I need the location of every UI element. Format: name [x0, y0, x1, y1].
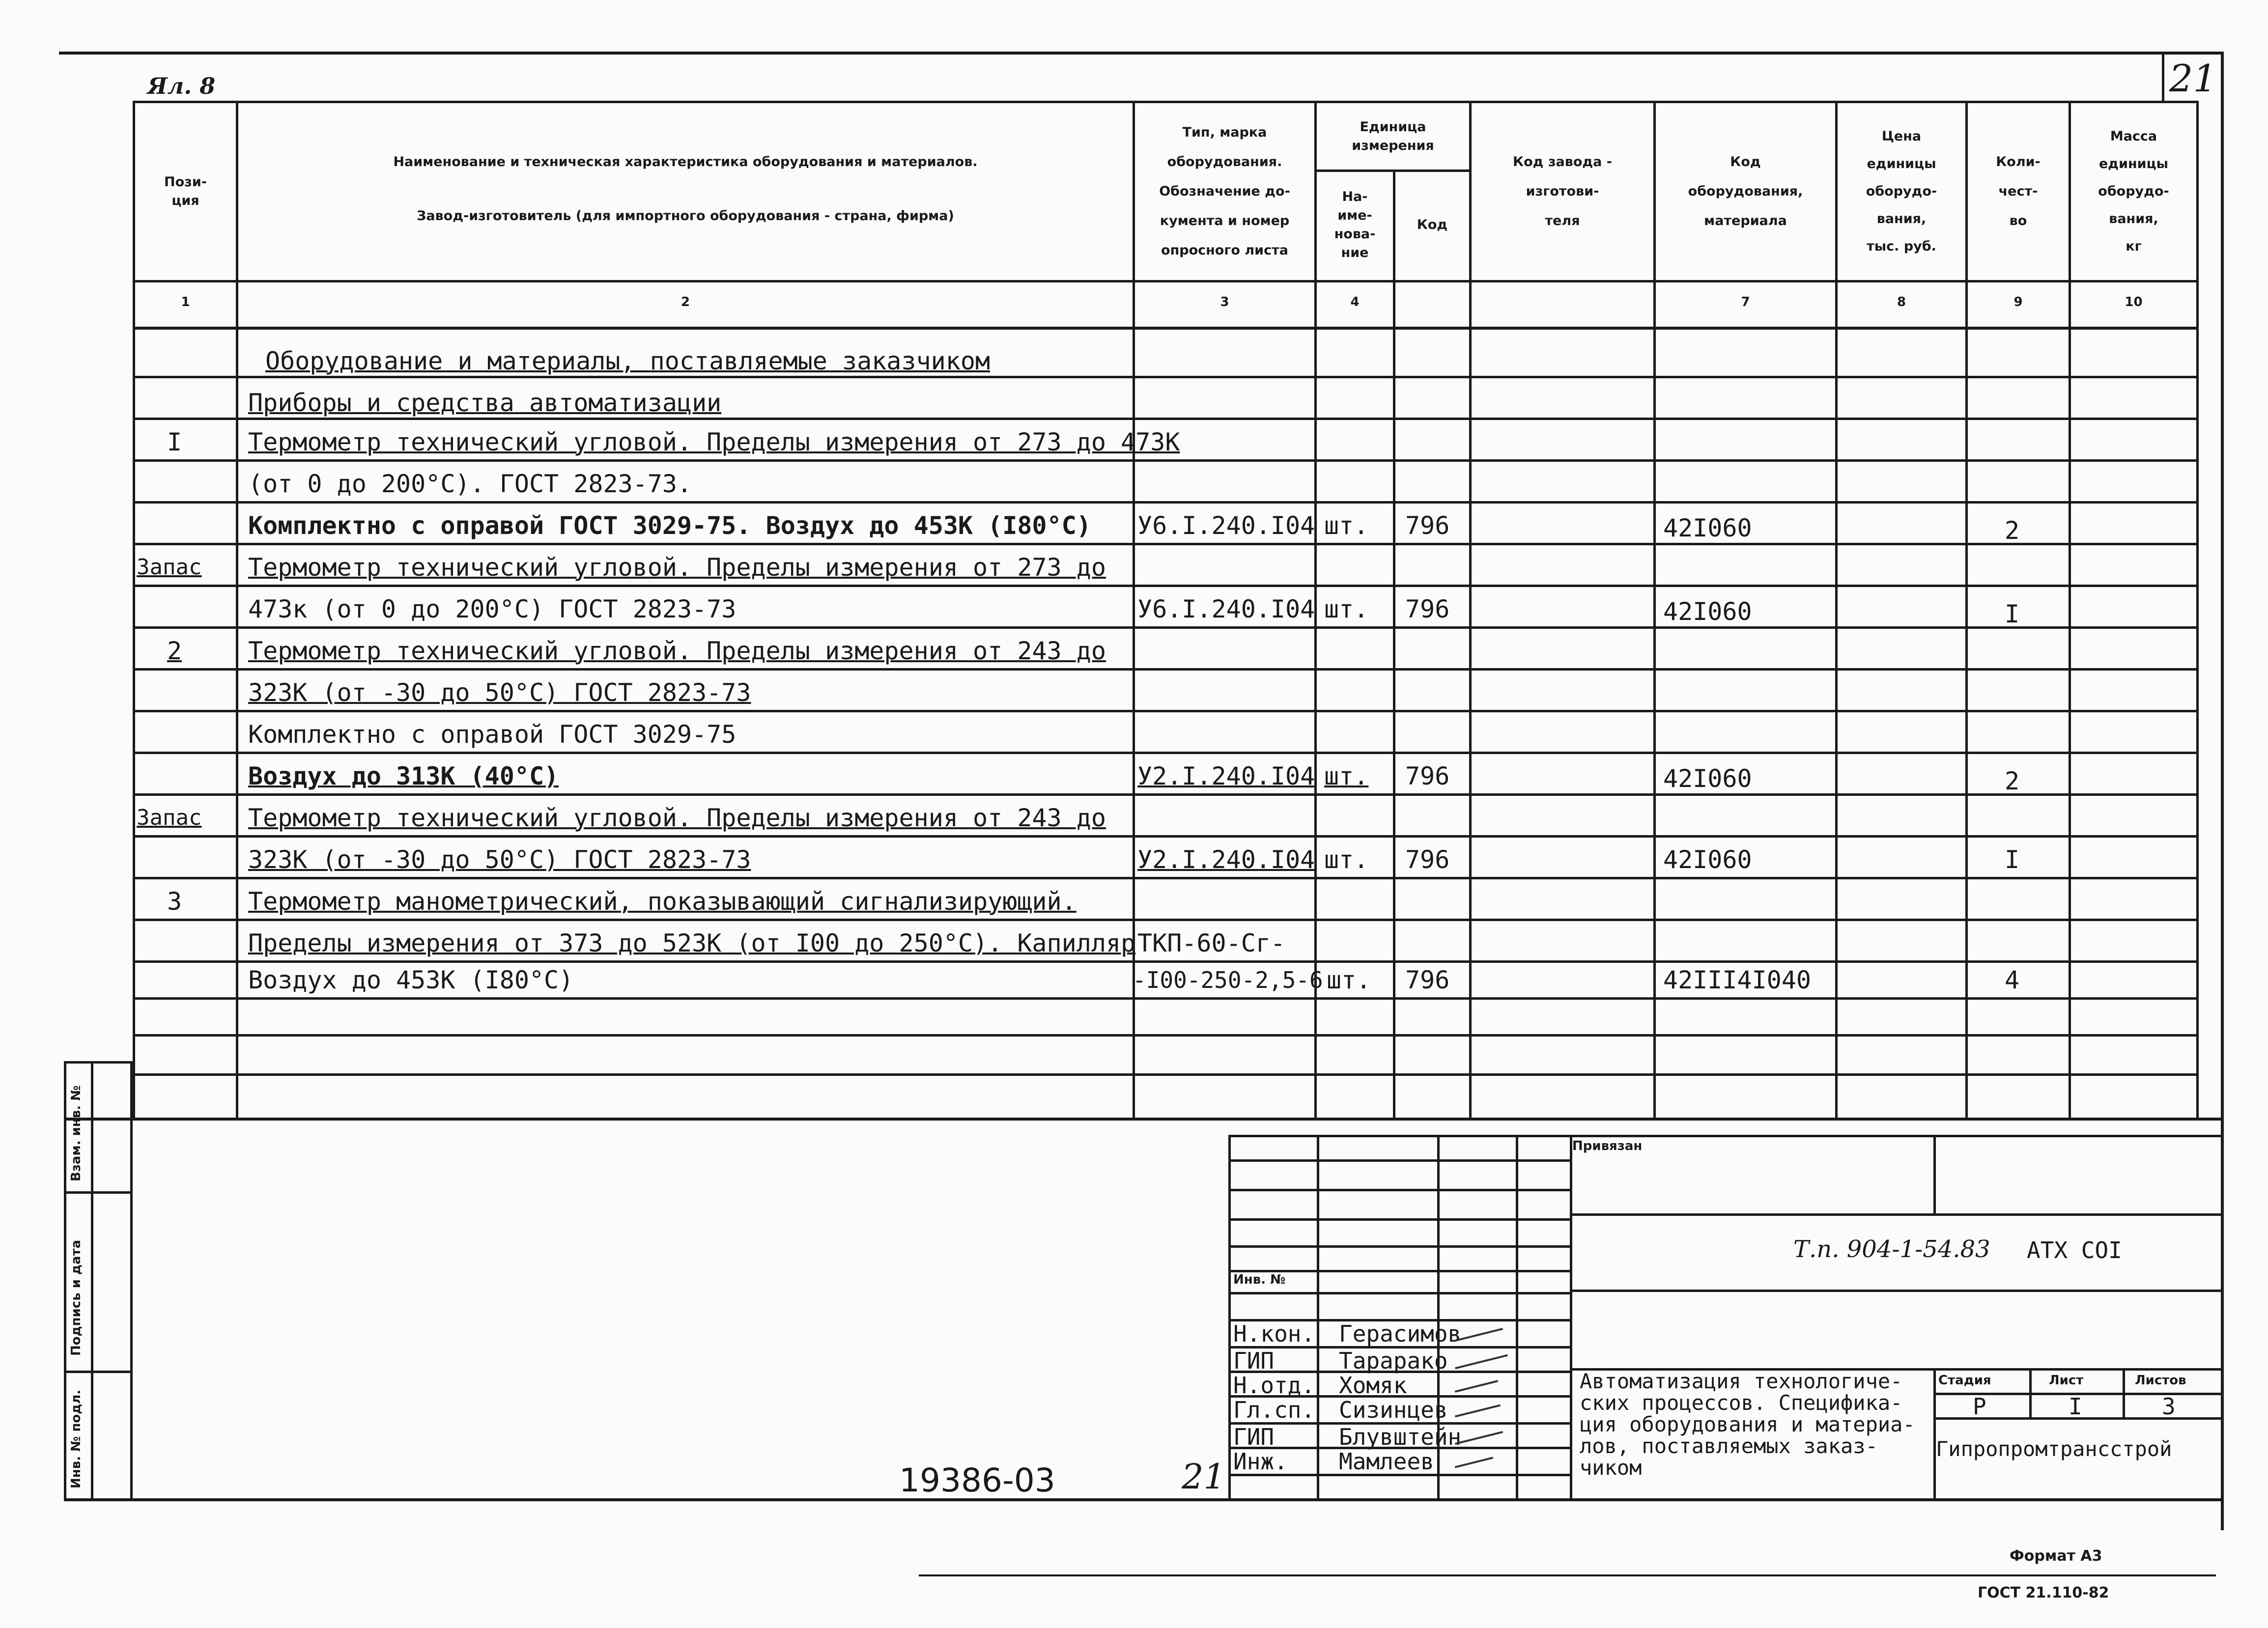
row-position: 2 — [167, 637, 182, 665]
row-name: Пределы измерения от 373 до 523К (от I00 до 250°С). Капилляр — [248, 929, 1136, 957]
stamp-row — [1228, 1245, 1570, 1248]
row-line — [133, 459, 2196, 462]
row-name: Термометр технический угловой. Пределы измерения от 243 до — [248, 637, 1106, 665]
side-label-podp: Подпись и дата — [69, 1239, 84, 1356]
col-num-2: 2 — [680, 295, 690, 309]
stamp-role: Инж. — [1233, 1448, 1288, 1475]
right-border-line — [2221, 52, 2224, 1530]
side-line — [64, 1371, 133, 1373]
row-name: Оборудование и материалы, поставляемые заказчиком — [265, 347, 991, 375]
row-name: 473к (от 0 до 200°С) ГОСТ 2823-73 — [248, 595, 737, 623]
row-name: Термометр технический угловой. Пределы измерения от 273 до — [248, 553, 1106, 582]
row-line — [133, 1073, 2196, 1076]
row-unit: шт. — [1324, 762, 1369, 790]
signature-mark — [1455, 1380, 1498, 1393]
row-name: Комплектно с оправой ГОСТ 3029-75 — [248, 720, 737, 749]
header-unit: Единица измерения — [1352, 119, 1434, 153]
stamp-row — [1570, 1213, 2221, 1216]
header-manufacturer-code: Код завода - изготови- теля — [1513, 154, 1612, 228]
row-material-code: 42I060 — [1663, 514, 1752, 542]
row-name: Воздух до 313К (40°С) — [248, 762, 559, 790]
row-line — [133, 997, 2196, 1000]
stamp-row — [1228, 1218, 1570, 1221]
row-unit: шт. — [1324, 845, 1369, 874]
stamp-name: Мамлеев — [1339, 1448, 1434, 1475]
stamp-sheet: I — [2069, 1393, 2082, 1420]
row-type: У2.I.240.I04 — [1137, 845, 1315, 874]
side-line — [64, 1061, 133, 1064]
side-label-vzam: Взам. инв. № — [69, 1085, 84, 1181]
row-line — [133, 919, 2196, 921]
row-line — [133, 543, 2196, 545]
header-manufacturer: Завод-изготовитель (для импортного оборудования - страна, фирма) — [417, 208, 954, 224]
table-top-line — [133, 101, 2196, 103]
frame-bottom-line — [64, 1498, 2221, 1501]
signature-mark — [1455, 1354, 1508, 1369]
header-price: Цена единицы оборудо- вания, тыс. руб. — [1866, 129, 1937, 254]
row-line — [133, 418, 2196, 420]
row-name: Воздух до 453К (I80°С) — [248, 966, 574, 994]
row-type: У2.I.240.I04 — [1137, 762, 1315, 790]
header-position: Пози- ция — [164, 174, 207, 208]
col-num-9: 9 — [2013, 295, 2023, 309]
stamp-doc-code: АТХ СОI — [2027, 1237, 2122, 1263]
row-unit-code: 796 — [1405, 845, 1450, 874]
signature-mark — [1455, 1457, 1494, 1468]
stamp-title: Автоматизация технологиче- ских процессов. Специфика- ция оборудования и материа- лов, поставляемых заказ- чиком — [1580, 1369, 1915, 1480]
header-mass: Масса единицы оборудо- вания, кг — [2098, 129, 2169, 254]
row-type: -I00-250-2,5-6 — [1133, 967, 1323, 993]
stamp-name: Герасимов — [1339, 1320, 1462, 1347]
row-position: Запас — [137, 555, 202, 580]
side-strip-outer — [64, 1061, 66, 1501]
row-unit-code: 796 — [1405, 966, 1450, 994]
signature-mark — [1455, 1431, 1503, 1445]
stamp-top-line — [1228, 1135, 2221, 1137]
row-unit: шт. — [1327, 966, 1371, 994]
stamp-inv-no: Инв. № — [1233, 1272, 1286, 1287]
row-type: ТКП-60-Сг- — [1137, 929, 1286, 957]
header-name: Наименование и техническая характеристика оборудования и материалов. — [393, 154, 978, 169]
row-material-code: 42I060 — [1663, 764, 1752, 793]
col-num-8: 8 — [1897, 295, 1906, 309]
archive-number: 19386-03 — [899, 1461, 1055, 1499]
stamp-name: Хомяк — [1339, 1372, 1407, 1399]
header-bottom-line — [133, 280, 2196, 282]
side-strip-inner — [91, 1061, 93, 1501]
stamp-privyazan: Привязан — [1572, 1139, 1643, 1153]
stamp-role: ГИП — [1233, 1347, 1275, 1374]
row-quantity: 2 — [2005, 516, 2020, 545]
stamp-stage-label: Стадия — [1938, 1373, 1991, 1388]
row-name: 323К (от -30 до 50°С) ГОСТ 2823-73 — [248, 845, 751, 874]
header-quantity: Коли- чест- во — [1996, 154, 2041, 228]
header-equipment-code: Код оборудования, материала — [1688, 154, 1803, 228]
col-num-7: 7 — [1741, 295, 1750, 309]
col-line-1 — [236, 101, 238, 1118]
col-num-4: 4 — [1350, 295, 1360, 309]
row-line — [133, 376, 2196, 378]
side-line — [64, 1191, 133, 1194]
stamp-name: Блувштейн — [1339, 1424, 1462, 1450]
stamp-col — [1933, 1368, 1936, 1498]
gost-label: ГОСТ 21.110-82 — [1978, 1584, 2109, 1601]
row-type: У6.I.240.I04 — [1137, 511, 1315, 540]
row-name: 323К (от -30 до 50°С) ГОСТ 2823-73 — [248, 678, 751, 707]
row-line — [133, 1034, 2196, 1037]
row-unit: шт. — [1324, 511, 1369, 540]
side-strip-right — [130, 1061, 133, 1501]
stamp-col — [2029, 1368, 2032, 1417]
row-line — [133, 835, 2196, 838]
stamp-name: Сизинцев — [1339, 1397, 1448, 1423]
row-quantity: 4 — [2005, 966, 2020, 994]
stamp-stage: Р — [1973, 1393, 1986, 1420]
row-quantity: I — [2005, 845, 2020, 874]
row-type: У6.I.240.I04 — [1137, 595, 1315, 623]
row-name: Комплектно с оправой ГОСТ 3029-75. Воздух до 453К (I80°С) — [248, 511, 1091, 540]
format-label: Формат А3 — [2010, 1547, 2102, 1565]
table-bottom-line — [64, 1118, 2221, 1121]
footer-line — [919, 1574, 2216, 1576]
stamp-role: ГИП — [1233, 1424, 1275, 1450]
corner-mark: Ял. 8 — [147, 73, 216, 99]
numbers-bottom-line — [133, 327, 2196, 330]
col-num-10: 10 — [2125, 295, 2143, 309]
row-quantity: I — [2005, 600, 2020, 628]
header-unit-code: Код — [1417, 217, 1448, 232]
row-line — [133, 877, 2196, 879]
row-unit-code: 796 — [1405, 511, 1450, 540]
sheet-number: 21 — [2169, 56, 2217, 100]
row-name: (от 0 до 200°С). ГОСТ 2823-73. — [248, 470, 692, 498]
row-material-code: 42III4I040 — [1663, 966, 1812, 994]
stamp-role: Н.кон. — [1233, 1320, 1315, 1347]
stamp-role: Н.отд. — [1233, 1372, 1315, 1399]
row-line — [133, 626, 2196, 629]
row-name: Термометр технический угловой. Пределы измерения от 243 до — [248, 804, 1106, 832]
row-quantity: 2 — [2005, 767, 2020, 795]
row-line — [133, 710, 2196, 712]
stamp-sheet-label: Лист — [2049, 1373, 2084, 1388]
stamp-row — [1228, 1292, 1570, 1294]
row-position: 3 — [167, 887, 182, 916]
row-name: Приборы и средства автоматизации — [248, 389, 722, 417]
stamp-col — [2123, 1368, 2125, 1417]
signature-mark — [1455, 1404, 1501, 1418]
row-line — [133, 960, 2196, 963]
stamp-role: Гл.сп. — [1233, 1397, 1315, 1423]
row-line — [133, 585, 2196, 587]
stamp-row — [1228, 1159, 1570, 1162]
row-position: Запас — [137, 805, 202, 830]
row-line — [133, 752, 2196, 754]
stamp-col — [1570, 1135, 1572, 1498]
col-num-1: 1 — [181, 295, 190, 309]
stamp-row — [1570, 1290, 2221, 1292]
row-name: Термометр технический угловой. Пределы измерения от 273 до 473К — [248, 428, 1180, 456]
col-num-3: 3 — [1220, 295, 1229, 309]
header-type: Тип, марка оборудования. Обозначение до- кумента и номер опросного листа — [1159, 125, 1290, 258]
row-line — [133, 501, 2196, 504]
row-material-code: 42I060 — [1663, 597, 1752, 626]
row-unit: шт. — [1324, 595, 1369, 623]
page-number-hand: 21 — [1182, 1457, 1226, 1497]
row-line — [133, 668, 2196, 671]
sheet-number-box-left — [2162, 52, 2164, 101]
row-name: Термометр манометрический, показывающий сигнализирующий. — [248, 887, 1077, 916]
stamp-sheets-label: Листов — [2135, 1373, 2186, 1388]
stamp-row — [1228, 1189, 1570, 1191]
row-unit-code: 796 — [1405, 595, 1450, 623]
top-border-line — [59, 52, 2221, 55]
signature-mark — [1455, 1328, 1503, 1342]
table-right-line — [2196, 101, 2199, 1120]
stamp-org: Гипропромтрансстрой — [1936, 1437, 2172, 1461]
row-line — [133, 793, 2196, 796]
stamp-sheets: 3 — [2162, 1393, 2176, 1420]
header-unit-name: На- име- нова- ние — [1334, 189, 1376, 260]
row-material-code: 42I060 — [1663, 845, 1752, 874]
row-position: I — [167, 428, 182, 456]
side-label-inv-podl: Инв. № подл. — [69, 1389, 84, 1488]
row-unit-code: 796 — [1405, 762, 1450, 790]
stamp-doc-code-hand: Т.п. 904-1-54.83 — [1793, 1235, 1990, 1263]
stamp-name: Тарарако — [1339, 1347, 1448, 1374]
col-line-4 — [1393, 169, 1395, 1118]
stamp-privyazan-divider — [1933, 1135, 1936, 1213]
